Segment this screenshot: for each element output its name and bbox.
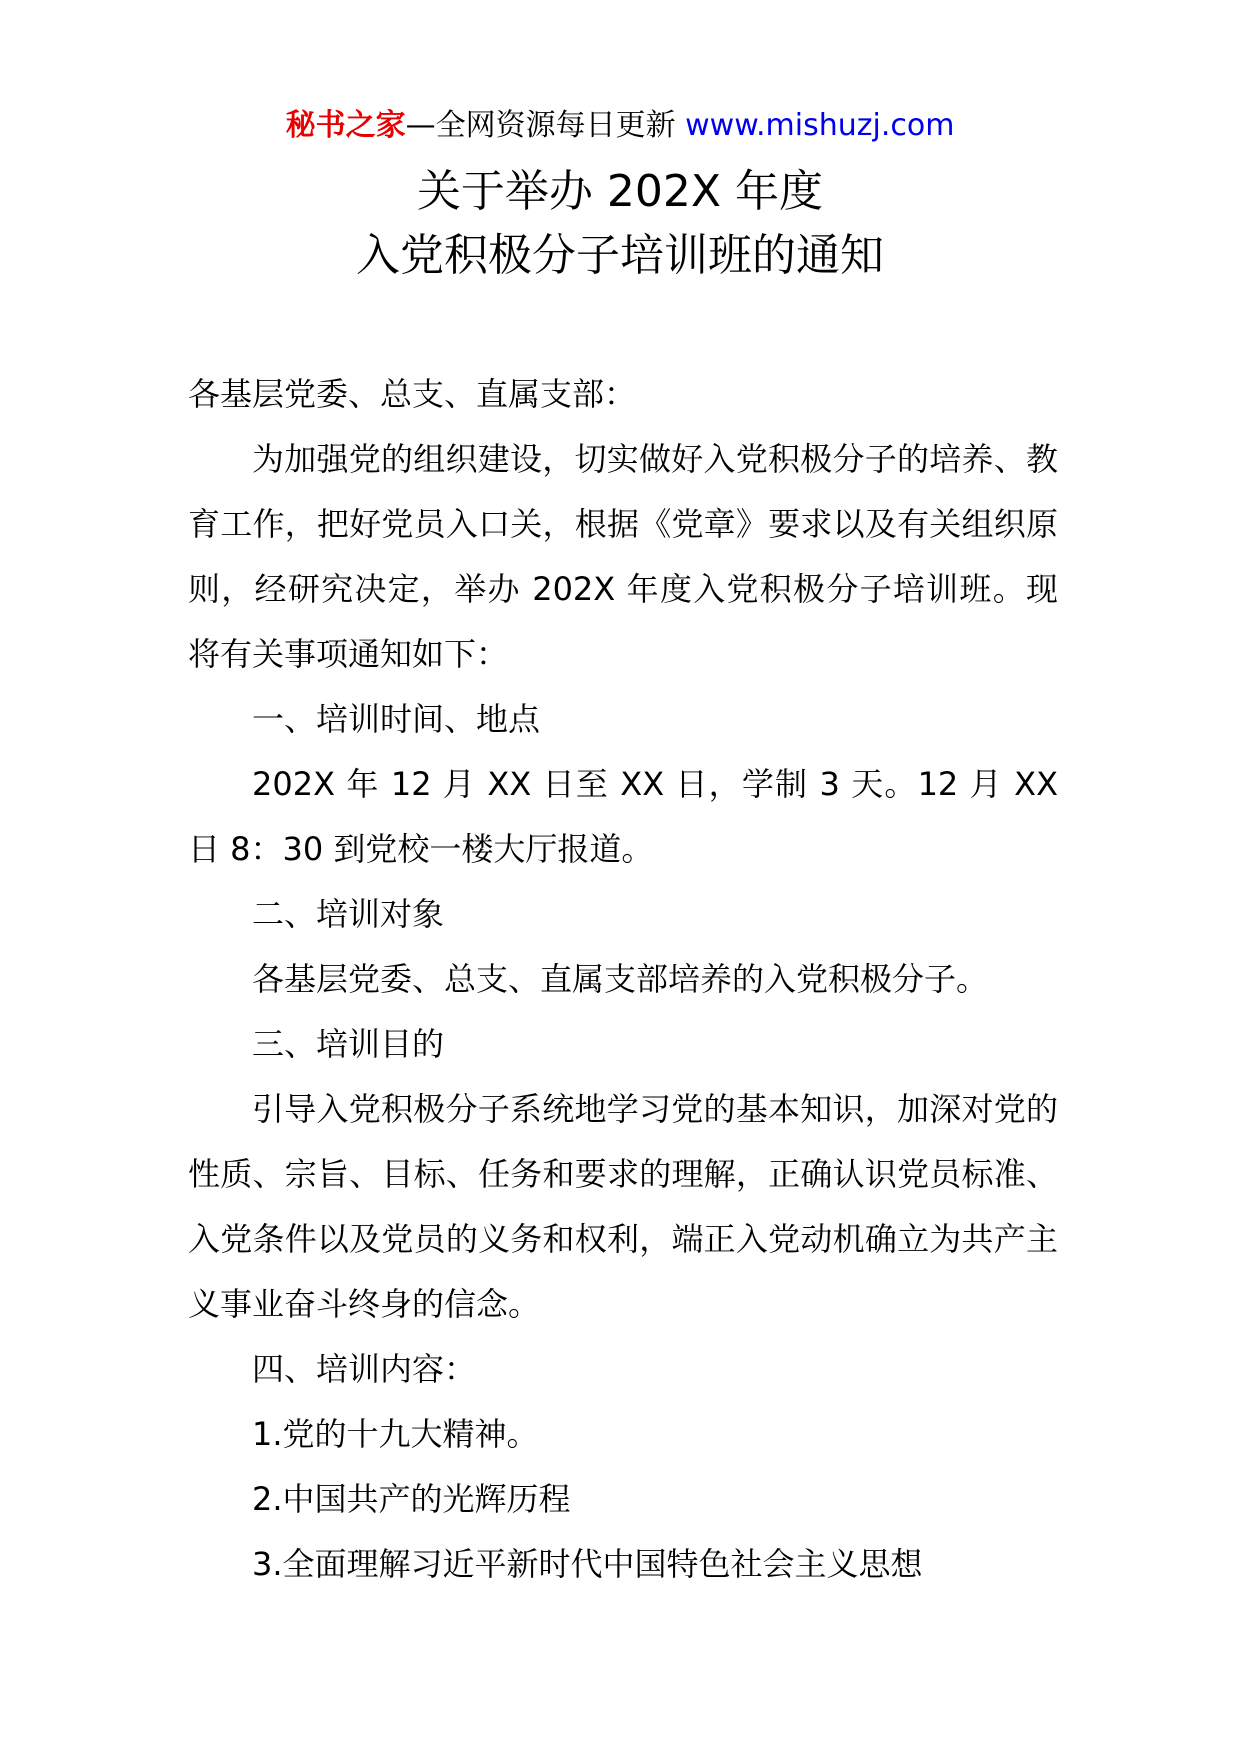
header-slogan: —全网资源每日更新 bbox=[405, 108, 686, 143]
site-url-link[interactable]: www.mishuzj.com bbox=[685, 108, 955, 143]
document-body bbox=[188, 362, 1058, 1597]
list-item: 2.中国共产的光辉历程 bbox=[252, 1480, 571, 1518]
document-title-line-1: 关于举办 202X 年度 bbox=[416, 166, 824, 217]
section-2-heading: 二、培训对象 bbox=[252, 895, 445, 933]
section-3-text: 引导入党积极分子系统地学习党的基本知识，加深对党的性质、宗旨、目标、任务和要求的理解，正确认识党员标准、入党条件以及党员的义务和权利，端正入党动机确立为共产主义事业奋斗终身的信念。 bbox=[188, 1090, 1058, 1323]
section-2-text: 各基层党委、总支、直属支部培养的入党积极分子。 bbox=[252, 960, 989, 998]
list-item: 1.党的十九大精神。 bbox=[252, 1415, 539, 1453]
section-1-heading: 一、培训时间、地点 bbox=[252, 700, 541, 738]
site-header bbox=[0, 104, 1240, 148]
salutation: 各基层党委、总支、直属支部： bbox=[188, 375, 637, 413]
section-3-heading: 三、培训目的 bbox=[252, 1025, 445, 1063]
section-1-text: 202X 年 12 月 XX 日至 XX 日，学制 3 天。12 月 XX 日 8：30 到党校一楼大厅报道。 bbox=[188, 765, 1058, 868]
intro-paragraph: 为加强党的组织建设，切实做好入党积极分子的培养、教育工作，把好党员入口关，根据《党章》要求以及有关组织原则，经研究决定，举办 202X 年度入党积极分子培训班。现将有关事项通知如下： bbox=[188, 440, 1058, 673]
list-item: 3.全面理解习近平新时代中国特色社会主义思想 bbox=[252, 1545, 923, 1583]
brand-name: 秘书之家 bbox=[285, 108, 406, 143]
section-4-heading: 四、培训内容： bbox=[252, 1350, 477, 1388]
document-title-line-2: 入党积极分子培训班的通知 bbox=[356, 230, 884, 281]
